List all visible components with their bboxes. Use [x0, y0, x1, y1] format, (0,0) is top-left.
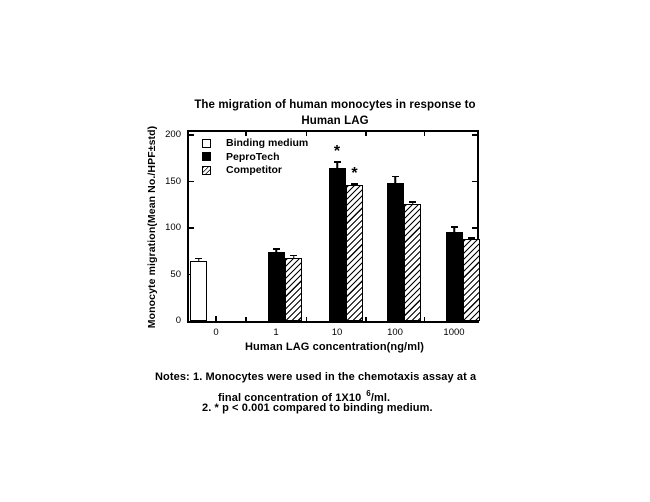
note-line-2-text: final concentration of 1X10 [218, 392, 362, 404]
bar-competitor-10 [346, 185, 363, 321]
legend-label: PeproTech [226, 150, 280, 163]
error-bar-1 [290, 255, 297, 258]
note-line-3: 2. * p < 0.001 compared to binding medium. [202, 402, 433, 414]
error-bar-stem [471, 237, 473, 239]
significance-asterisk: * [351, 165, 358, 183]
bar-peprotech-1 [268, 252, 285, 321]
y-axis-tick-right [472, 181, 477, 183]
y-axis-tick [189, 134, 194, 136]
error-bar-stem [336, 161, 338, 168]
x-tick-label-1: 1 [273, 327, 279, 338]
legend-marker-solid [202, 152, 211, 161]
legend-label: Competitor [226, 164, 282, 176]
error-bar-1000 [468, 237, 475, 239]
error-bar-1 [273, 248, 280, 252]
error-bar-stem [275, 248, 277, 252]
bar-peprotech-100 [387, 183, 404, 321]
y-tick-label-200: 200 [165, 129, 181, 140]
x-tick-label-1000: 1000 [443, 327, 465, 338]
y-axis-tick [189, 181, 194, 183]
chart-title-line1: The migration of human monocytes in response to [194, 99, 476, 111]
y-axis-tick-right [472, 227, 477, 229]
x-axis-minor-tick [306, 317, 308, 321]
x-tick-label-100: 100 [387, 327, 403, 338]
x-tick-label-0: 0 [213, 327, 219, 338]
chart-title-line2: Human LAG [301, 115, 369, 127]
y-axis-title: Monocyte migration(Mean No./HPF±std) [146, 125, 158, 329]
error-bar-10 [351, 183, 358, 185]
error-bar-0 [195, 258, 202, 261]
significance-asterisk: * [333, 143, 341, 161]
error-bar-1000 [451, 226, 458, 232]
x-axis-major-tick [215, 316, 217, 321]
y-axis-tick [189, 227, 194, 229]
legend-item-peprotech [202, 152, 308, 162]
error-bar-stem [293, 255, 295, 258]
legend-item-binding-medium [202, 138, 308, 148]
note-superscript-exponent: 6 [366, 389, 371, 398]
x-axis-minor-tick-top [365, 132, 367, 136]
x-axis-title: Human LAG concentration(ng/ml) [245, 341, 424, 353]
legend-item-competitor [202, 165, 308, 175]
chart-legend [202, 138, 308, 175]
x-axis-minor-tick [365, 317, 367, 321]
bar-competitor-100 [404, 204, 421, 321]
bar-peprotech-1000 [446, 232, 463, 321]
legend-marker-open [202, 139, 211, 148]
x-axis-minor-tick [424, 317, 426, 321]
bar-peprotech-10 [329, 168, 346, 321]
note-line-1: Notes: 1. Monocytes were used in the chemotaxis assay at a [155, 371, 477, 383]
x-axis-minor-tick [245, 317, 247, 321]
x-axis-minor-tick-top [424, 132, 426, 136]
error-bar-100 [409, 201, 416, 204]
error-bar-stem [412, 201, 414, 204]
chart-title [125, 97, 545, 129]
error-bar-stem [394, 176, 396, 183]
y-tick-label-50: 50 [170, 268, 181, 280]
y-tick-label-100: 100 [165, 222, 181, 233]
error-bar-stem [354, 183, 356, 185]
y-tick-label-0: 0 [175, 315, 181, 326]
legend-label: Binding medium [226, 137, 309, 149]
bar-competitor-1 [285, 258, 302, 321]
x-axis-minor-tick-top [245, 132, 247, 136]
y-tick-label-150: 150 [165, 175, 181, 187]
legend-marker-hatched [202, 166, 211, 175]
error-bar-stem [198, 258, 200, 261]
x-tick-label-10: 10 [331, 327, 343, 338]
note-line-2-suffix: /ml. [370, 392, 391, 404]
x-axis-minor-tick-top [306, 132, 308, 136]
bar-competitor-1000 [463, 239, 480, 321]
error-bar-10 [334, 161, 341, 168]
y-axis-tick-right [472, 134, 477, 136]
error-bar-stem [453, 226, 455, 232]
bar-binding-medium-0 [190, 261, 207, 321]
error-bar-100 [392, 176, 399, 183]
